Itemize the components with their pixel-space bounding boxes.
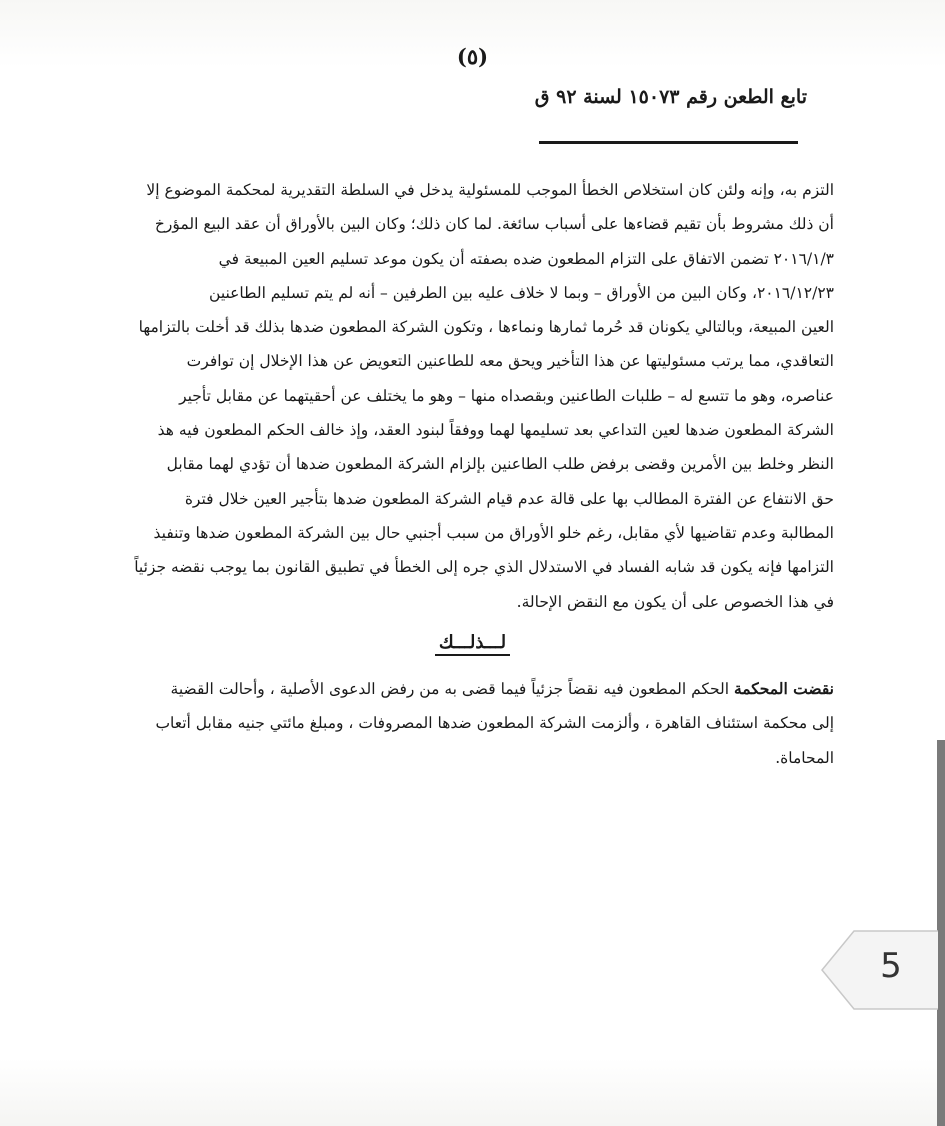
body-line: التعاقدي، مما يرتب مسئوليتها عن هذا التأخير ويحق معه للطاعنين التعويض عن هذا الإخلال إن توافرت	[186, 352, 834, 371]
scrollbar[interactable]	[937, 740, 945, 1126]
body-line: المطالبة وعدم تقاضيها لأي مقابل، رغم خلو الأوراق من سبب أجنبي حال بين الشركة المطعون ضدها وتنفيذ	[153, 523, 834, 542]
body-line: التزامها فإنه يكون قد شابه الفساد في الاستدلال الذي جره إلى الخطأ في تطبيق القانون بما يوجب نقضه جزئياً	[134, 558, 834, 577]
body-line: النظر وخلط بين الأمرين وقضى برفض طلب الطاعنين بإلزام الشركة المطعون ضدها أن تؤدي لهما مقابل	[166, 455, 834, 474]
section-heading	[0, 632, 945, 653]
ruling-line-rest: الحكم المطعون فيه نقضاً جزئياً فيما قضى به من رفض الدعوى الأصلية ، وأحالت القضية	[170, 680, 734, 698]
body-line: عناصره، وهو ما تتسع له – طلبات الطاعنين وبقصداه منها – وهو ما يختلف عن أحقيتهما عن مقابل تأجير	[179, 386, 834, 405]
body-line: التزم به، وإنه ولئن كان استخلاص الخطأ الموجب للمسئولية يدخل في السلطة التقديرية لمحكمة الموضوع إلا	[146, 181, 834, 199]
ruling-line: المحاماة.	[775, 748, 834, 767]
body-line: ٢٠١٦/١٢/٢٣، وكان البين من الأوراق – وبما لا خلاف عليه بين الطرفين – أنه لم يتم تسليم الطاعنين	[209, 283, 834, 302]
page-indicator-number: 5	[880, 946, 902, 986]
ruling-lead: نقضت المحكمة	[733, 679, 834, 698]
page-number-top: (٥)	[456, 44, 489, 69]
page-indicator-tab[interactable]	[820, 930, 938, 1010]
ruling-line	[118, 672, 834, 706]
body-line: في هذا الخصوص على أن يكون مع النقض الإحالة.	[516, 592, 834, 611]
ruling-paragraph	[118, 672, 834, 775]
body-line: أن ذلك مشروط بأن تقيم قضاءها على أسباب سائغة. لما كان ذلك؛ وكان البين بالأوراق أن عقد البيع المؤرخ	[154, 215, 834, 234]
case-reference: تابع الطعن رقم ١٥٠٧٣ لسنة ٩٢ ق	[534, 86, 807, 108]
body-line: الشركة المطعون ضدها لعين التداعي بعد تسليمها لهما ووفقاً لبنود العقد، وإذ خالف الحكم المطعون فيه هذ	[157, 421, 834, 440]
body-paragraph	[118, 173, 834, 619]
ruling-line: إلى محكمة استئناف القاهرة ، وألزمت الشركة المطعون ضدها المصروفات ، ومبلغ مائتي جنيه مقابل أتعاب	[155, 714, 834, 733]
body-line: حق الانتفاع عن الفترة المطالب بها على قالة عدم قيام الشركة المطعون ضدها بتأجير العين خلال فترة	[184, 489, 834, 508]
body-line: ٢٠١٦/١/٣ تضمن الاتفاق على التزام المطعون ضده بصفته أن يكون موعد تسليم العين المبيعة في	[218, 249, 834, 268]
reference-underline	[539, 141, 798, 144]
section-heading-text: لـــذلـــك	[435, 632, 510, 656]
body-line: العين المبيعة، وبالتالي يكونان قد حُرما ثمارها ونماءها ، وتكون الشركة المطعون ضدها بذلك قد أخلت بالتزامها	[138, 318, 834, 337]
